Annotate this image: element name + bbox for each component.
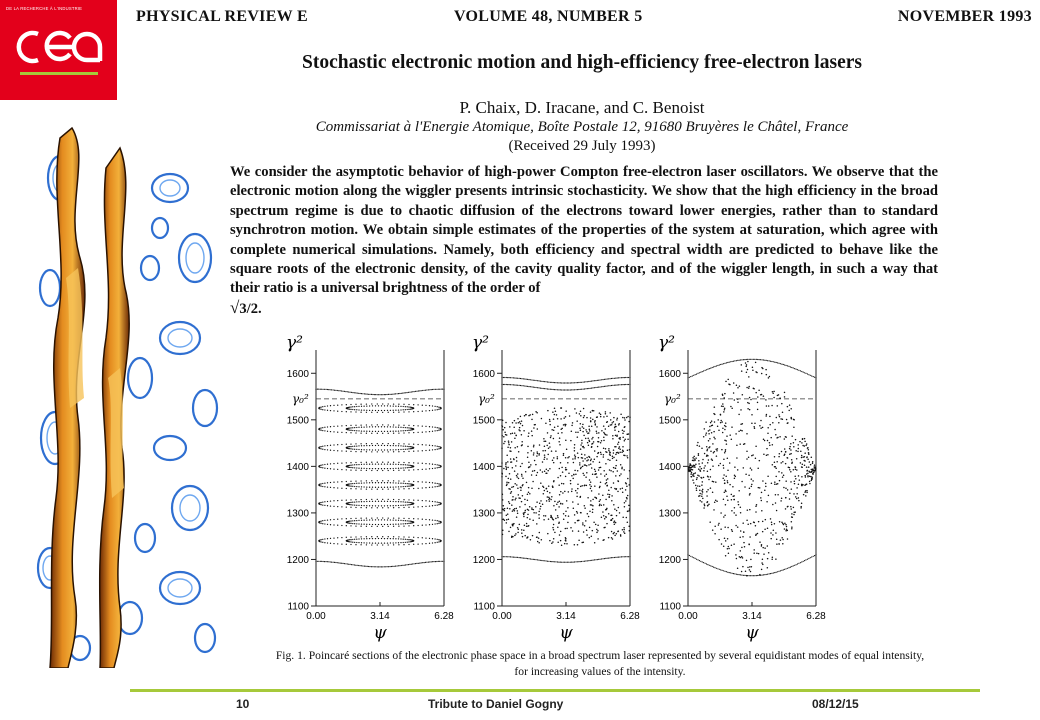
paper-received: (Received 29 July 1993) [508, 138, 656, 154]
y-tick-label: 1400 [658, 461, 681, 473]
y-tick-label: 1500 [658, 415, 681, 427]
sqrt-symbol: √ [230, 298, 240, 317]
y-tick-label: 1300 [658, 508, 681, 520]
journal-name: PHYSICAL REVIEW E [136, 8, 308, 25]
x-tick-label: 0.00 [306, 611, 326, 622]
x-tick-label: 6.28 [806, 611, 826, 622]
cea-logo [0, 0, 117, 100]
paper-authors: P. Chaix, D. Iracane, and C. Benoist [459, 98, 705, 117]
x-axis-label: ψ [373, 623, 387, 643]
journal-volume: VOLUME 48, NUMBER 5 [454, 8, 643, 25]
x-tick-label: 3.14 [556, 611, 576, 622]
y-axis-label: γ² [286, 333, 303, 353]
y-axis-label: γ² [472, 333, 489, 353]
x-tick-label: 3.14 [370, 611, 390, 622]
cea-wordmark-icon [14, 20, 104, 80]
y-tick-label: 1200 [472, 554, 495, 566]
x-tick-label: 0.00 [678, 611, 698, 622]
y-tick-label: 1100 [659, 601, 681, 613]
poincare-panel-3 [658, 333, 826, 643]
y-tick-label: 1300 [472, 508, 495, 520]
phase-points [501, 377, 631, 563]
abstract-end [230, 298, 262, 318]
y-axis-label: γ² [658, 333, 675, 353]
contour-artwork [20, 118, 220, 668]
abstract-end-text: 3/2. [239, 301, 262, 317]
y-tick-label: 1500 [472, 415, 495, 427]
footer-event: Tribute to Daniel Gogny [428, 697, 564, 711]
logo-tagline: DE LA RECHERCHE À L'INDUSTRIE [6, 6, 83, 11]
poincare-panel-1 [286, 333, 454, 643]
paper-title: Stochastic electronic motion and high-efficiency free-electron lasers [302, 52, 862, 73]
y-tick-label: 1600 [286, 368, 309, 380]
x-axis-label: ψ [745, 623, 759, 643]
y-tick-label: 1100 [287, 601, 309, 613]
x-tick-label: 6.28 [620, 611, 640, 622]
figure-caption: Fig. 1. Poincaré sections of the electronic phase space in a broad spectrum laser represented by several equidistant modes of equal intensity, for increasing values of the intensity. [275, 649, 925, 678]
y-tick-label: 1500 [286, 415, 309, 427]
y-tick-label: 1400 [286, 461, 309, 473]
footer-divider [130, 689, 980, 692]
y-tick-label: 1400 [472, 461, 495, 473]
y-tick-label: 1200 [658, 554, 681, 566]
poincare-panel-2 [472, 333, 640, 643]
x-tick-label: 6.28 [434, 611, 454, 622]
footer-date: 08/12/15 [812, 697, 859, 711]
x-tick-label: 3.14 [742, 611, 762, 622]
y-tick-label: 1600 [658, 368, 681, 380]
journal-date: NOVEMBER 1993 [897, 8, 1032, 25]
x-tick-label: 0.00 [492, 611, 512, 622]
poincare-figure [256, 330, 906, 646]
journal-header [136, 8, 1032, 32]
reference-label: γ₀² [478, 391, 495, 406]
footer-page-number: 10 [236, 697, 250, 711]
paper-affiliation: Commissariat à l'Energie Atomique, Boîte Postale 12, 91680 Bruyères le Châtel, France [315, 119, 849, 135]
reference-label: γ₀² [664, 391, 681, 406]
x-axis-label: ψ [559, 623, 573, 643]
phase-points [315, 389, 444, 568]
y-tick-label: 1200 [286, 554, 309, 566]
phase-points [687, 359, 816, 577]
y-tick-label: 1300 [286, 508, 309, 520]
y-tick-label: 1600 [472, 368, 495, 380]
paper-abstract: We consider the asymptotic behavior of high-power Compton free-electron laser oscillators. We observe that the electronic motion along the wiggler presents intrinsic stochasticity. We show that the high efficiency in the broad spectrum regime is due to chaotic diffusion of the electrons toward lower energies, rather than to standard synchrotron motion. We obtain simple estimates of the properties of the system at saturation, which agree with complete numerical simulations. Namely, both efficiency and spectral width are predicted to behave like the square roots of the electronic density, of the cavity quality factor, and of the wiggler length, in such a way that their ratio is a universal brightness of the order of [230, 164, 938, 297]
reference-label: γ₀² [292, 391, 309, 406]
y-tick-label: 1100 [473, 601, 495, 613]
